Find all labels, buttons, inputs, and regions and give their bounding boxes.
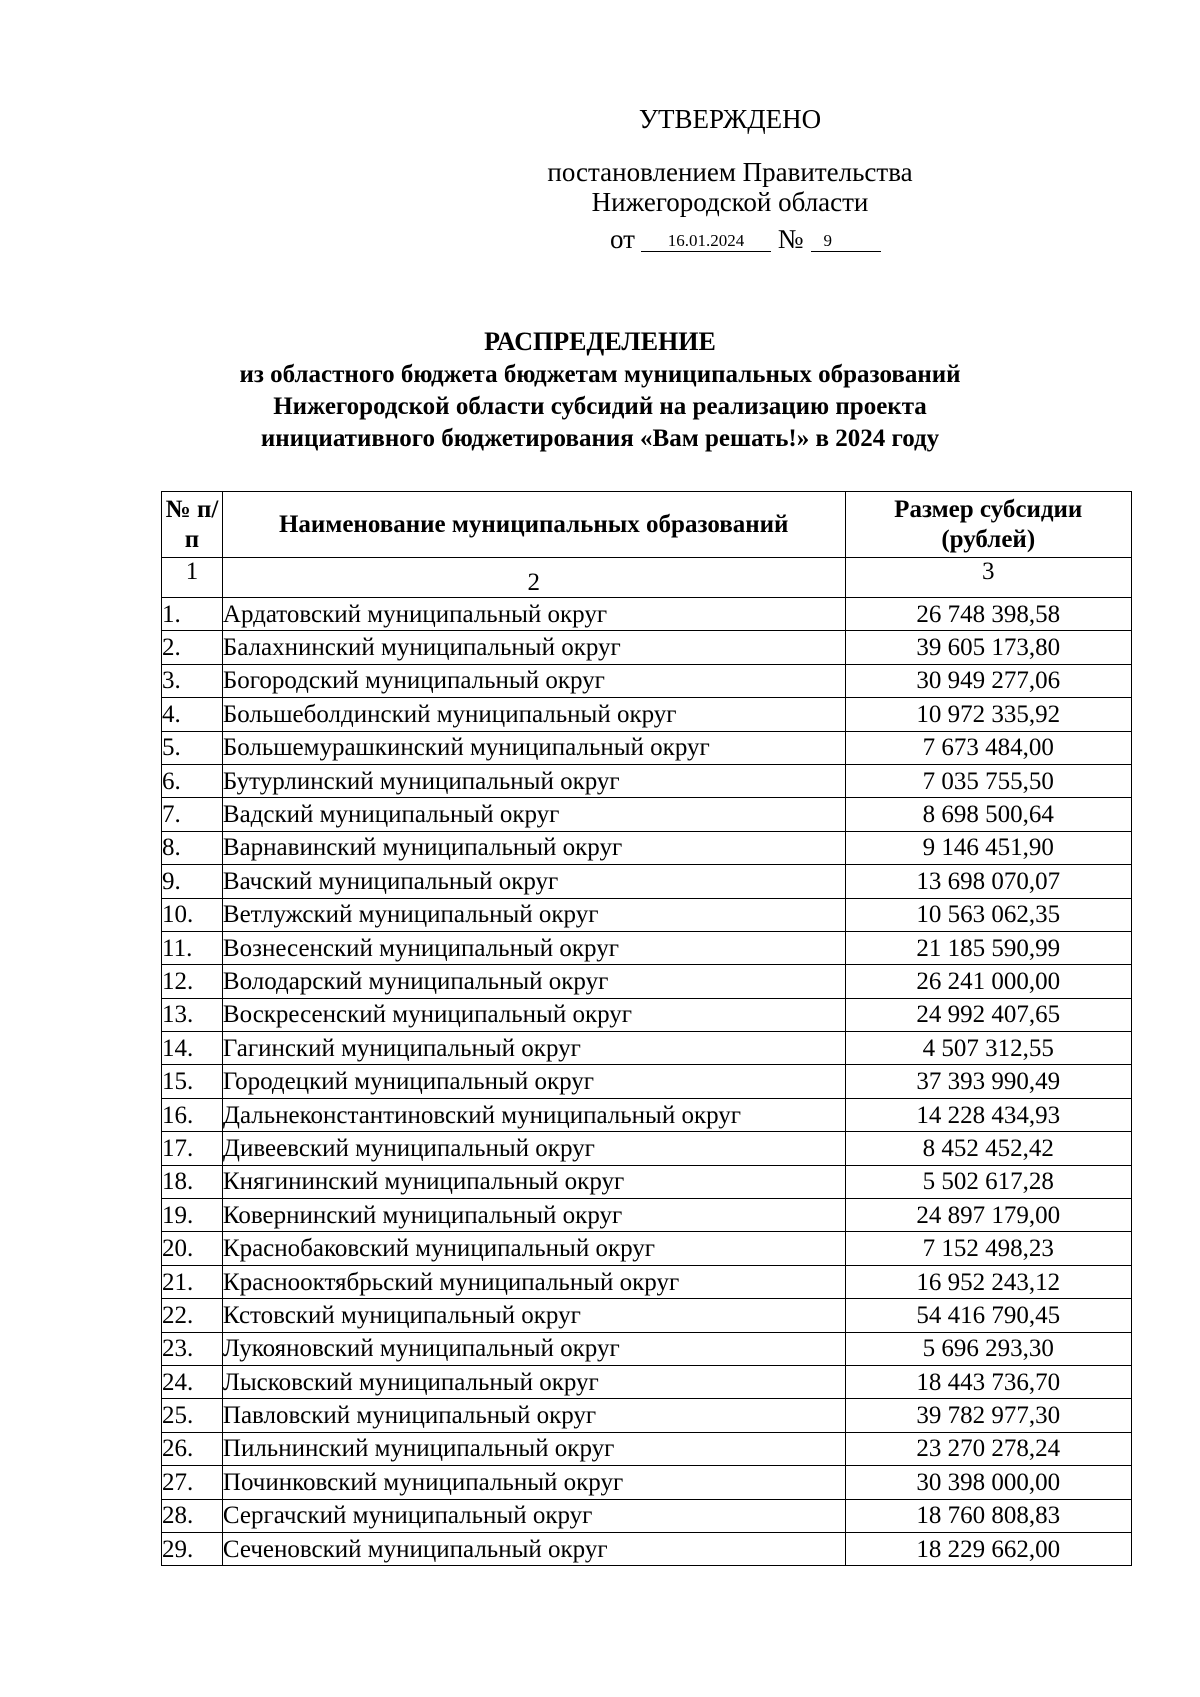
- municipality-name: Варнавинский муниципальный округ: [222, 831, 845, 864]
- row-number: 24.: [162, 1365, 223, 1398]
- column-index-1: 1: [162, 558, 223, 598]
- subsidy-amount: 14 228 434,93: [845, 1098, 1132, 1131]
- row-number: 9.: [162, 865, 223, 898]
- row-number: 21.: [162, 1265, 223, 1298]
- row-number: 18.: [162, 1165, 223, 1198]
- subsidy-amount: 16 952 243,12: [845, 1265, 1132, 1298]
- row-number: 22.: [162, 1299, 223, 1332]
- municipality-name: Сергачский муниципальный округ: [222, 1499, 845, 1532]
- municipality-name: Ардатовский муниципальный округ: [222, 598, 845, 631]
- approval-line-1: постановлением Правительства: [547, 157, 913, 187]
- table-row: [162, 1332, 1132, 1365]
- subsidy-amount: 26 748 398,58: [845, 598, 1132, 631]
- subsidy-amount: 24 992 407,65: [845, 998, 1132, 1031]
- table-row: [162, 965, 1132, 998]
- municipality-name: Краснооктябрьский муниципальный округ: [222, 1265, 845, 1298]
- subsidy-amount: 10 563 062,35: [845, 898, 1132, 931]
- number-label: №: [777, 224, 804, 254]
- subsidy-amount: 18 760 808,83: [845, 1499, 1132, 1532]
- column-index-3: 3: [845, 558, 1132, 598]
- subsidy-amount: 9 146 451,90: [845, 831, 1132, 864]
- row-number: 26.: [162, 1432, 223, 1465]
- table-row: [162, 664, 1132, 697]
- table-row: [162, 1432, 1132, 1465]
- row-number: 13.: [162, 998, 223, 1031]
- municipality-name: Бутурлинский муниципальный округ: [222, 764, 845, 797]
- table-row: [162, 1232, 1132, 1265]
- municipality-name: Большемурашкинский муниципальный округ: [222, 731, 845, 764]
- municipality-name: Володарский муниципальный округ: [222, 965, 845, 998]
- document-heading: [180, 326, 1020, 455]
- table-row: [162, 865, 1132, 898]
- approval-title: УТВЕРЖДЕНО: [638, 104, 822, 134]
- subsidy-amount: 7 035 755,50: [845, 764, 1132, 797]
- subsidy-amount: 54 416 790,45: [845, 1299, 1132, 1332]
- row-number: 28.: [162, 1499, 223, 1532]
- heading-line-3: инициативного бюджетирования «Вам решать!» в 2024 году: [260, 425, 940, 452]
- municipality-name: Починковский муниципальный округ: [222, 1466, 845, 1499]
- table-row: [162, 1199, 1132, 1232]
- header-name: Наименование муниципальных образований: [222, 492, 845, 558]
- municipality-name: Вадский муниципальный округ: [222, 798, 845, 831]
- row-number: 17.: [162, 1132, 223, 1165]
- table-row: [162, 1399, 1132, 1432]
- subsidy-amount: 21 185 590,99: [845, 931, 1132, 964]
- from-label: от: [610, 224, 635, 254]
- municipality-name: Гагинский муниципальный округ: [222, 1032, 845, 1065]
- municipality-name: Воскресенский муниципальный округ: [222, 998, 845, 1031]
- heading-line-2: Нижегородской области субсидий на реализацию проекта: [273, 393, 927, 420]
- subsidy-amount: 24 897 179,00: [845, 1199, 1132, 1232]
- subsidy-amount: 26 241 000,00: [845, 965, 1132, 998]
- table-row: [162, 698, 1132, 731]
- municipality-name: Дальнеконстантиновский муниципальный округ: [222, 1098, 845, 1131]
- municipality-name: Большеболдинский муниципальный округ: [222, 698, 845, 731]
- subsidy-amount: 39 605 173,80: [845, 631, 1132, 664]
- approval-reference: [610, 224, 960, 254]
- column-index-2: 2: [222, 558, 845, 598]
- approval-date: 16.01.2024: [641, 231, 771, 252]
- table-row: [162, 1466, 1132, 1499]
- municipality-name: Вознесенский муниципальный округ: [222, 931, 845, 964]
- municipality-name: Дивеевский муниципальный округ: [222, 1132, 845, 1165]
- row-number: 20.: [162, 1232, 223, 1265]
- table-row: [162, 764, 1132, 797]
- row-number: 12.: [162, 965, 223, 998]
- subsidy-amount: 23 270 278,24: [845, 1432, 1132, 1465]
- table-row: [162, 1098, 1132, 1131]
- subsidy-amount: 13 698 070,07: [845, 865, 1132, 898]
- municipality-name: Ветлужский муниципальный округ: [222, 898, 845, 931]
- table-row: [162, 598, 1132, 631]
- row-number: 23.: [162, 1332, 223, 1365]
- distribution-table: [161, 491, 1132, 1566]
- municipality-name: Павловский муниципальный округ: [222, 1399, 845, 1432]
- municipality-name: Лысковский муниципальный округ: [222, 1365, 845, 1398]
- subsidy-amount: 8 698 500,64: [845, 798, 1132, 831]
- row-number: 1.: [162, 598, 223, 631]
- table-row: [162, 1365, 1132, 1398]
- heading-line-1: из областного бюджета бюджетам муниципальных образований: [239, 361, 961, 388]
- municipality-name: Пильнинский муниципальный округ: [222, 1432, 845, 1465]
- subsidy-amount: 7 152 498,23: [845, 1232, 1132, 1265]
- table-row: [162, 1065, 1132, 1098]
- row-number: 19.: [162, 1199, 223, 1232]
- municipality-name: Ковернинский муниципальный округ: [222, 1199, 845, 1232]
- column-index-row: [162, 558, 1132, 598]
- table-row: [162, 1532, 1132, 1565]
- table-row: [162, 1165, 1132, 1198]
- subsidy-amount: 4 507 312,55: [845, 1032, 1132, 1065]
- municipality-name: Вачский муниципальный округ: [222, 865, 845, 898]
- approval-line-2: Нижегородской области: [591, 187, 869, 217]
- row-number: 29.: [162, 1532, 223, 1565]
- row-number: 16.: [162, 1098, 223, 1131]
- row-number: 6.: [162, 764, 223, 797]
- approval-number: 9: [811, 231, 881, 252]
- row-number: 8.: [162, 831, 223, 864]
- table-row: [162, 1265, 1132, 1298]
- table-header-row: [162, 492, 1132, 558]
- subsidy-amount: 8 452 452,42: [845, 1132, 1132, 1165]
- table-row: [162, 998, 1132, 1031]
- municipality-name: Краснобаковский муниципальный округ: [222, 1232, 845, 1265]
- subsidy-amount: 18 443 736,70: [845, 1365, 1132, 1398]
- row-number: 15.: [162, 1065, 223, 1098]
- municipality-name: Балахнинский муниципальный округ: [222, 631, 845, 664]
- row-number: 14.: [162, 1032, 223, 1065]
- municipality-name: Княгининский муниципальный округ: [222, 1165, 845, 1198]
- subsidy-amount: 39 782 977,30: [845, 1399, 1132, 1432]
- table-row: [162, 1299, 1132, 1332]
- header-amount: Размер субсидии (рублей): [845, 492, 1132, 558]
- row-number: 4.: [162, 698, 223, 731]
- subsidy-amount: 10 972 335,92: [845, 698, 1132, 731]
- subsidy-amount: 37 393 990,49: [845, 1065, 1132, 1098]
- table-row: [162, 631, 1132, 664]
- municipality-name: Сеченовский муниципальный округ: [222, 1532, 845, 1565]
- subsidy-amount: 30 398 000,00: [845, 1466, 1132, 1499]
- table-row: [162, 898, 1132, 931]
- table-row: [162, 798, 1132, 831]
- subsidy-amount: 18 229 662,00: [845, 1532, 1132, 1565]
- row-number: 11.: [162, 931, 223, 964]
- header-num: № п/п: [162, 492, 223, 558]
- municipality-name: Городецкий муниципальный округ: [222, 1065, 845, 1098]
- subsidy-amount: 5 502 617,28: [845, 1165, 1132, 1198]
- row-number: 10.: [162, 898, 223, 931]
- subsidy-amount: 5 696 293,30: [845, 1332, 1132, 1365]
- table-row: [162, 931, 1132, 964]
- table-row: [162, 731, 1132, 764]
- table-row: [162, 1032, 1132, 1065]
- approval-block: [547, 104, 960, 254]
- row-number: 3.: [162, 664, 223, 697]
- row-number: 27.: [162, 1466, 223, 1499]
- row-number: 5.: [162, 731, 223, 764]
- table-row: [162, 1499, 1132, 1532]
- municipality-name: Кстовский муниципальный округ: [222, 1299, 845, 1332]
- document-title: РАСПРЕДЕЛЕНИЕ: [484, 327, 716, 356]
- table-body: [162, 598, 1132, 1566]
- subsidy-amount: 30 949 277,06: [845, 664, 1132, 697]
- row-number: 25.: [162, 1399, 223, 1432]
- row-number: 2.: [162, 631, 223, 664]
- table-row: [162, 831, 1132, 864]
- subsidy-amount: 7 673 484,00: [845, 731, 1132, 764]
- row-number: 7.: [162, 798, 223, 831]
- table-row: [162, 1132, 1132, 1165]
- municipality-name: Богородский муниципальный округ: [222, 664, 845, 697]
- municipality-name: Лукояновский муниципальный округ: [222, 1332, 845, 1365]
